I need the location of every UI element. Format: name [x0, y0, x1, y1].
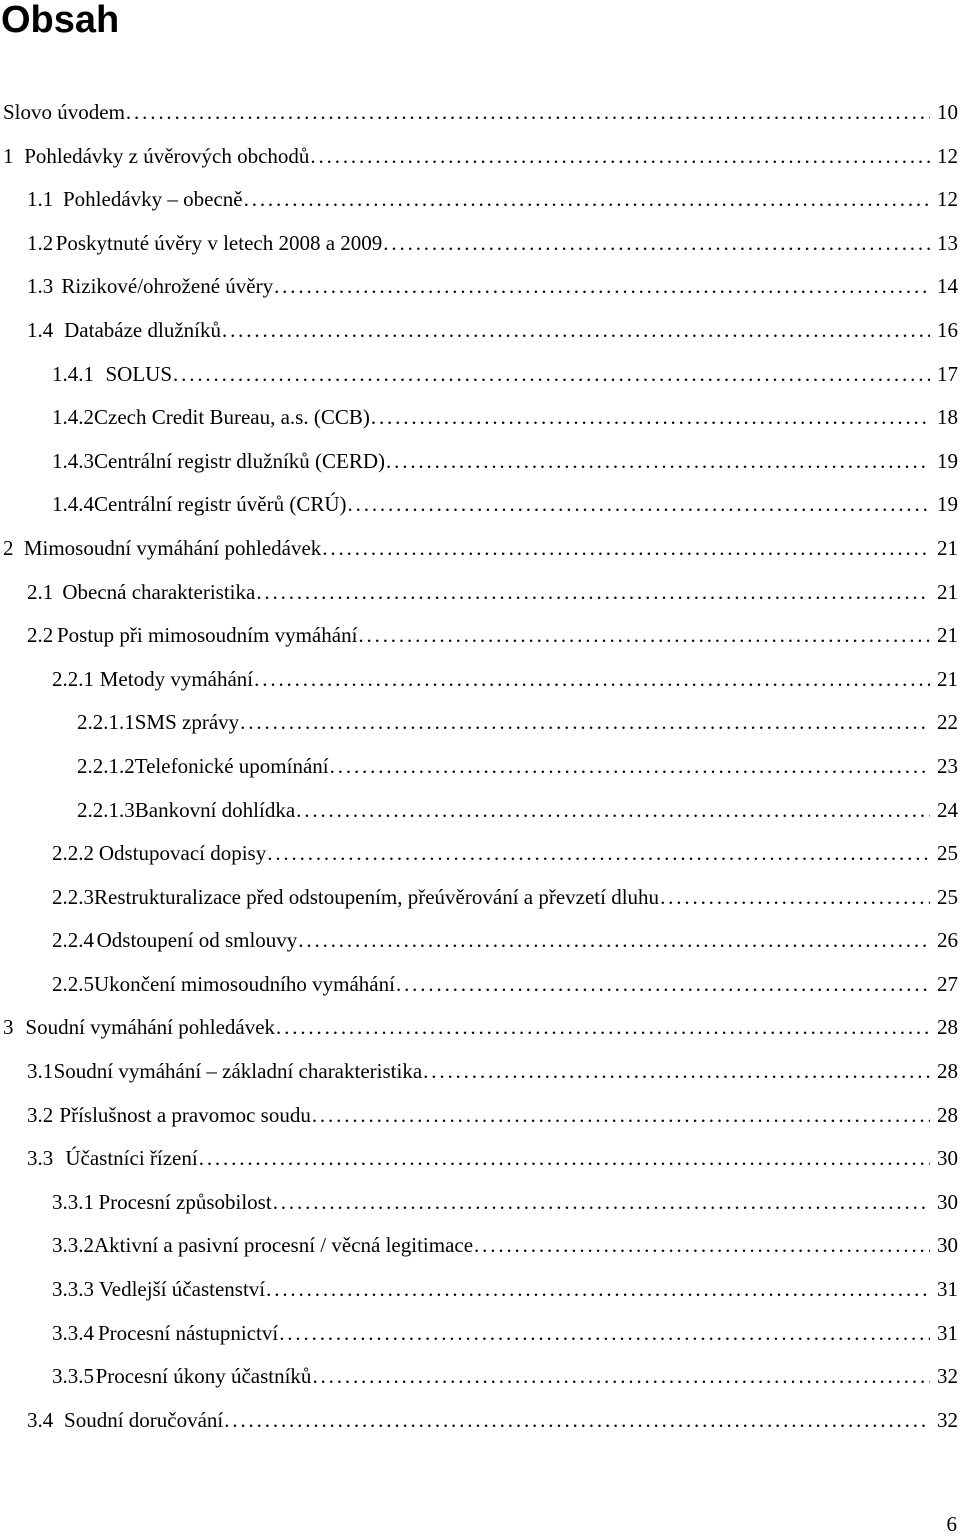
toc-entry-page: 21 [937, 666, 958, 691]
toc-entry-number: 1 [3, 143, 14, 168]
toc-dot-leader [173, 354, 930, 394]
toc-entry-title: Postup při mimosoudním vymáhání [56, 623, 358, 648]
toc-entry-number: 1.4.4 [52, 492, 94, 517]
toc-entry-number: 3.1 [27, 1059, 54, 1084]
toc-entry-title: Příslušnost a pravomoc soudu [59, 1102, 311, 1127]
toc-entry-title: Telefonické upomínání [134, 753, 329, 778]
toc-entry-title: Účastníci řízení [65, 1146, 198, 1171]
toc-entry-page: 28 [937, 1102, 958, 1127]
toc-dot-leader [222, 310, 930, 350]
toc-dot-leader [199, 1138, 930, 1178]
toc-entry-page: 16 [937, 317, 958, 342]
toc-entry-number: 2.2.1.3 [77, 797, 135, 822]
toc-dot-leader [386, 441, 930, 481]
toc-entry-number: 2 [3, 535, 14, 560]
toc-dot-leader [312, 1095, 930, 1135]
toc-entry-title: Bankovní dohlídka [134, 797, 296, 822]
toc-entry-page: 23 [937, 753, 958, 778]
toc-entry-page: 32 [937, 1407, 958, 1432]
toc-entry-title: Aktivní a pasivní procesní / věcná legitimace [94, 1233, 474, 1258]
toc-entry-title: SOLUS [105, 361, 173, 386]
toc-entry[interactable] [0, 223, 958, 267]
toc-entry-number: 1.4 [27, 317, 54, 342]
toc-entry-number: 3.4 [27, 1407, 54, 1432]
toc-entry-number: 1.4.2 [52, 405, 94, 430]
toc-entry[interactable] [0, 877, 958, 921]
toc-dot-leader [660, 877, 930, 917]
toc-entry-title: Czech Credit Bureau, a.s. (CCB) [94, 405, 370, 430]
toc-dot-leader [371, 397, 930, 437]
toc-dot-leader [279, 1313, 930, 1353]
toc-dot-leader [358, 615, 930, 655]
toc-entry-number: 1.2 [27, 230, 54, 255]
toc-entry-title: Procesní úkony účastníků [95, 1364, 312, 1389]
toc-entry-number: 2.2.5 [52, 971, 94, 996]
toc-entry-title: Procesní nástupnictví [97, 1320, 279, 1345]
toc-dot-leader [474, 1225, 930, 1265]
toc-entry-page: 10 [937, 100, 958, 124]
toc-entry-number: 1.3 [27, 274, 54, 299]
toc-entry-title: Vedlejší účastenství [98, 1277, 266, 1302]
toc-entry-page: 21 [937, 579, 958, 604]
toc-entry-number: 2.2.4 [52, 928, 94, 953]
toc-dot-leader [396, 964, 930, 1004]
toc-entry-number: 2.2.1 [52, 666, 94, 691]
toc-entry-title: SMS zprávy [134, 710, 240, 735]
toc-entry-page: 19 [937, 448, 958, 473]
toc-entry-page: 26 [937, 928, 958, 953]
toc-entry[interactable] [0, 1269, 958, 1313]
toc-entry-number: 3 [3, 1015, 14, 1040]
toc-entry[interactable] [0, 1138, 958, 1182]
toc-entry-page: 32 [937, 1364, 958, 1389]
toc-dot-leader [348, 484, 930, 524]
toc-entry-title: Odstoupení od smlouvy [96, 928, 298, 953]
toc-entry-number: 1.4.1 [52, 361, 94, 386]
toc-dot-leader [298, 920, 930, 960]
toc-entry-title: Centrální registr dlužníků (CERD) [94, 448, 386, 473]
toc-entry-title: Centrální registr úvěrů (CRÚ) [94, 492, 347, 517]
toc-entry-title: Soudní doručování [64, 1407, 224, 1432]
toc-entry-page: 21 [937, 623, 958, 648]
toc-entry[interactable] [0, 1007, 958, 1051]
toc-entry-page: 25 [937, 884, 958, 909]
toc-dot-leader [254, 659, 930, 699]
toc-entry-number: 3.3.4 [52, 1320, 94, 1345]
toc-entry[interactable] [0, 528, 958, 572]
toc-entry[interactable] [0, 397, 958, 441]
toc-entry[interactable] [0, 790, 958, 834]
table-of-contents [0, 92, 958, 1443]
toc-dot-leader [256, 572, 930, 612]
toc-dot-leader [267, 833, 930, 873]
toc-dot-leader [423, 1051, 930, 1091]
toc-entry-number: 2.2.2 [52, 841, 94, 866]
toc-entry-number: 3.3.5 [52, 1364, 94, 1389]
toc-entry-title: Mimosoudní vymáhání pohledávek [23, 535, 322, 560]
toc-entry[interactable] [0, 702, 958, 746]
toc-entry-page: 22 [937, 710, 958, 735]
toc-entry[interactable] [0, 354, 958, 398]
toc-dot-leader [244, 179, 930, 219]
toc-dot-leader [276, 1007, 930, 1047]
toc-entry-page: 13 [937, 230, 958, 255]
toc-entry-number: 1.1 [27, 187, 54, 212]
toc-entry-number: 1.4.3 [52, 448, 94, 473]
toc-dot-leader [383, 223, 930, 263]
toc-entry-number: 3.3 [27, 1146, 54, 1171]
toc-entry-page: 28 [937, 1015, 958, 1040]
toc-entry-number: 3.3.1 [52, 1189, 94, 1214]
toc-dot-leader [322, 528, 930, 568]
toc-entry-number: 2.2.1.2 [77, 753, 135, 778]
toc-entry-number: 2.2.1.1 [77, 710, 135, 735]
toc-entry-page: 30 [937, 1189, 958, 1214]
toc-entry-title: Databáze dlužníků [64, 317, 221, 342]
toc-entry-page: 12 [937, 143, 958, 168]
toc-entry-title: Restrukturalizace před odstoupením, přeúvěrování a převzetí dluhu [94, 884, 660, 909]
toc-entry-number: 2.1 [27, 579, 54, 604]
toc-entry[interactable] [0, 1225, 958, 1269]
toc-entry[interactable] [0, 441, 958, 485]
toc-entry-title: Rizikové/ohrožené úvěry [61, 274, 274, 299]
toc-entry-title: Soudní vymáhání – základní charakteristika [53, 1059, 423, 1084]
toc-dot-leader [126, 92, 930, 132]
toc-entry-title: Pohledávky – obecně [63, 187, 243, 212]
toc-entry-title: Ukončení mimosoudního vymáhání [94, 971, 395, 996]
toc-entry[interactable] [0, 1400, 958, 1444]
toc-entry-page: 31 [937, 1277, 958, 1302]
toc-entry-title: Slovo úvodem [3, 100, 125, 124]
toc-dot-leader [274, 266, 930, 306]
page-number: 6 [946, 1512, 957, 1536]
toc-entry-number: 2.2 [27, 623, 54, 648]
toc-entry[interactable] [0, 484, 958, 528]
toc-dot-leader [273, 1182, 930, 1222]
toc-entry[interactable] [0, 1182, 958, 1226]
toc-entry-page: 28 [937, 1059, 958, 1084]
toc-entry-title: Soudní vymáhání pohledávek [25, 1015, 276, 1040]
toc-entry[interactable] [0, 746, 958, 790]
toc-entry-page: 19 [937, 492, 958, 517]
toc-dot-leader [310, 136, 930, 176]
toc-dot-leader [240, 702, 930, 742]
toc-entry[interactable] [0, 833, 958, 877]
toc-entry-page: 30 [937, 1233, 958, 1258]
toc-entry-page: 21 [937, 535, 958, 560]
toc-entry[interactable] [0, 1051, 958, 1095]
toc-entry[interactable] [0, 659, 958, 703]
toc-entry-page: 31 [937, 1320, 958, 1345]
toc-entry[interactable] [0, 1356, 958, 1400]
toc-dot-leader [266, 1269, 930, 1309]
toc-entry[interactable] [0, 136, 958, 180]
toc-entry-title: Pohledávky z úvěrových obchodů [24, 143, 310, 168]
toc-entry-number: 3.3.3 [52, 1277, 94, 1302]
toc-entry[interactable] [0, 179, 958, 223]
toc-entry-title: Procesní způsobilost [98, 1189, 272, 1214]
toc-dot-leader [296, 790, 930, 830]
toc-entry-number: 3.3.2 [52, 1233, 94, 1258]
toc-entry[interactable] [0, 1095, 958, 1139]
page-title: Obsah [1, 0, 120, 41]
toc-entry-page: 25 [937, 841, 958, 866]
toc-entry-page: 12 [937, 187, 958, 212]
toc-entry[interactable] [0, 266, 958, 310]
toc-entry[interactable] [0, 615, 958, 659]
toc-entry[interactable] [0, 572, 958, 616]
toc-entry[interactable] [0, 92, 958, 136]
toc-dot-leader [330, 746, 930, 786]
toc-entry[interactable] [0, 310, 958, 354]
toc-dot-leader [312, 1356, 930, 1396]
toc-entry-page: 17 [937, 361, 958, 386]
toc-entry-number: 3.2 [27, 1102, 54, 1127]
toc-entry-page: 30 [937, 1146, 958, 1171]
toc-entry-number: 2.2.3 [52, 884, 94, 909]
toc-entry-page: 18 [937, 405, 958, 430]
toc-entry-page: 27 [937, 971, 958, 996]
toc-dot-leader [224, 1400, 930, 1440]
toc-entry[interactable] [0, 964, 958, 1008]
toc-entry-page: 24 [937, 797, 958, 822]
toc-entry[interactable] [0, 920, 958, 964]
toc-entry-title: Obecná charakteristika [62, 579, 256, 604]
toc-entry-title: Odstupovací dopisy [98, 841, 267, 866]
toc-entry-title: Metody vymáhání [99, 666, 254, 691]
toc-entry[interactable] [0, 1313, 958, 1357]
toc-entry-page: 14 [937, 274, 958, 299]
toc-entry-title: Poskytnuté úvěry v letech 2008 a 2009 [55, 230, 383, 255]
